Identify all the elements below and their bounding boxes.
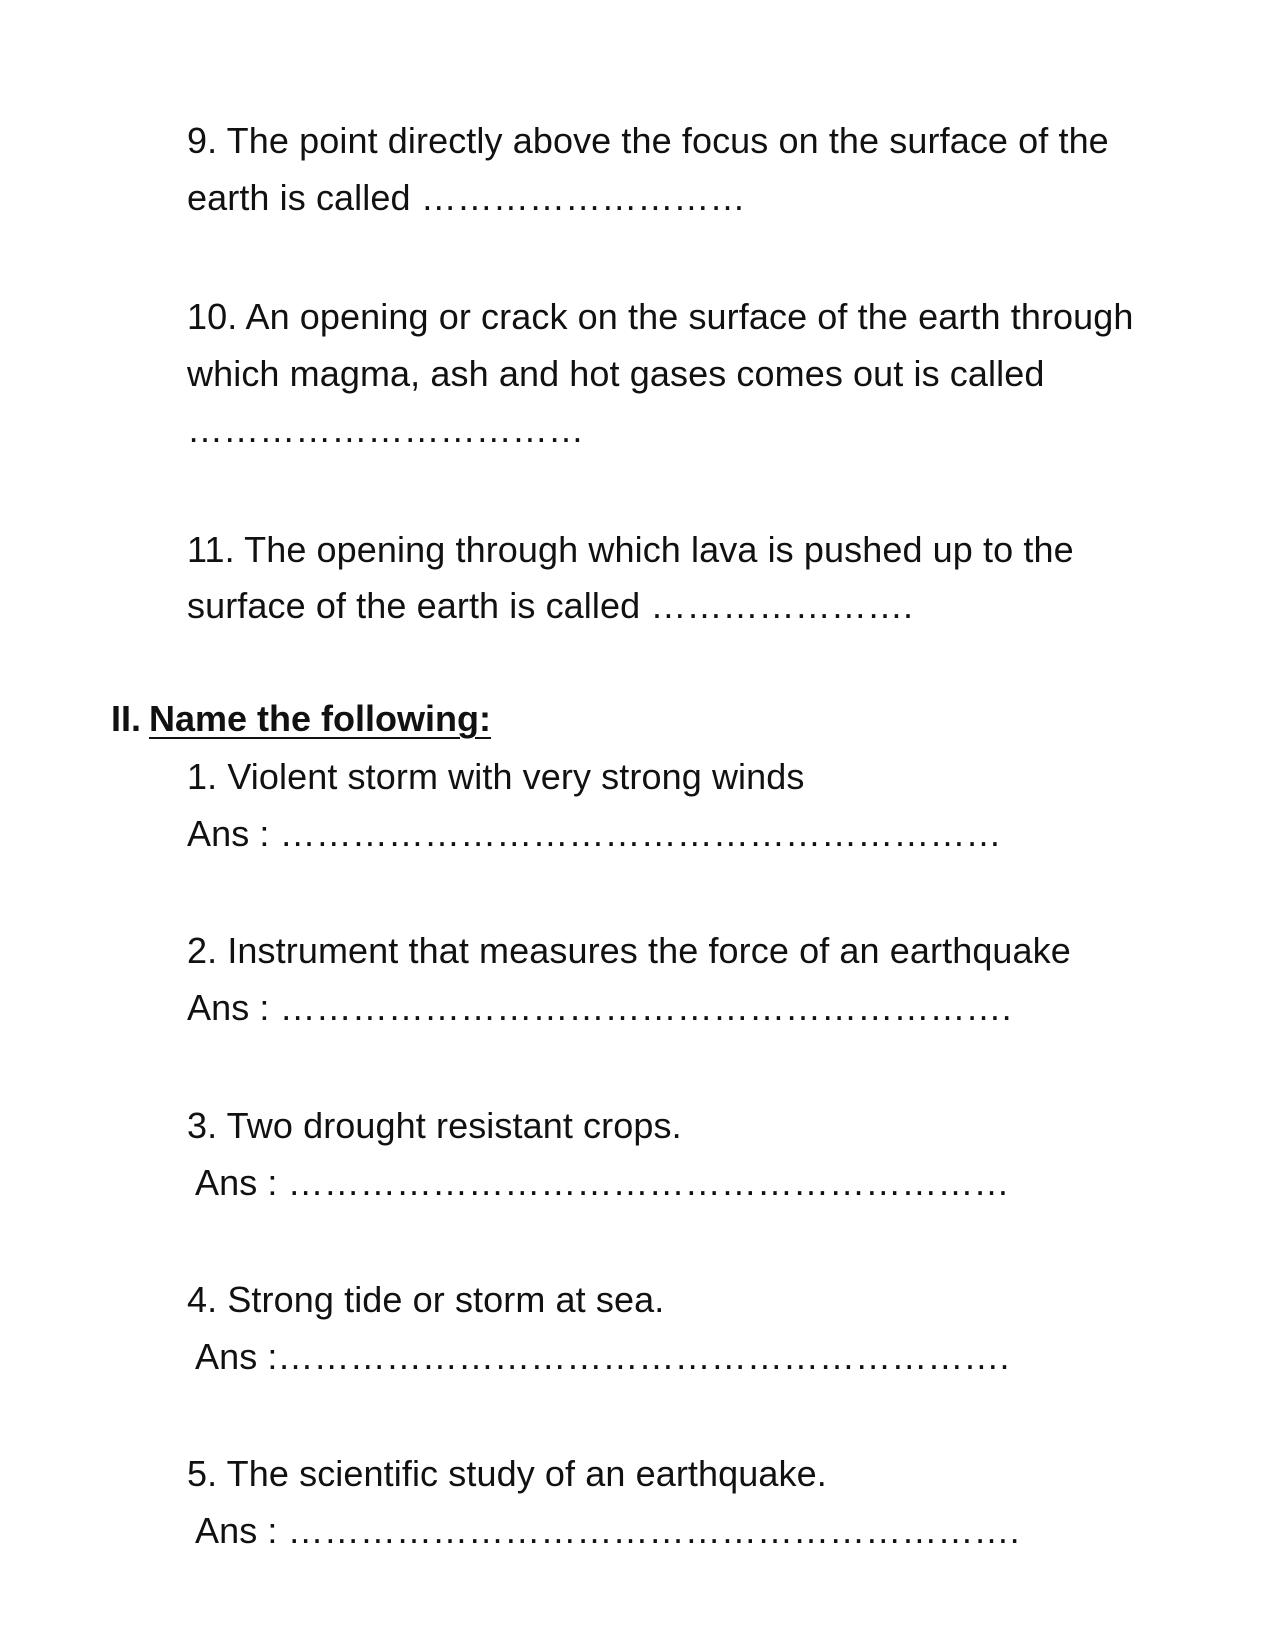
section-number: II. <box>111 698 142 739</box>
question-11-line-1: 11. The opening through which lava is pushed up to the <box>187 529 1074 570</box>
question-10-line-3: …………………………… <box>187 409 585 450</box>
item-3-question: 3. Two drought resistant crops. <box>187 1105 682 1146</box>
item-1-answer: Ans : …………………………………………………… <box>187 813 1002 854</box>
item-5-question: 5. The scientific study of an earthquake. <box>187 1453 827 1494</box>
item-3-answer: Ans : …………………………………………………… <box>195 1162 1010 1203</box>
section-heading <box>111 697 491 741</box>
item-5-answer: Ans : ……………………………………………………. <box>195 1510 1020 1551</box>
question-9-line-1: 9. The point directly above the focus on the surface of the <box>187 120 1109 161</box>
item-1-question: 1. Violent storm with very strong winds <box>187 756 805 797</box>
item-2-answer: Ans : ……………………………………………………. <box>187 987 1012 1028</box>
question-10-line-2: which magma, ash and hot gases comes out is called <box>187 353 1045 394</box>
item-4-answer: Ans :……………………………………………………. <box>195 1336 1010 1377</box>
question-11-line-2: surface of the earth is called …………………. <box>187 585 914 626</box>
item-4-question: 4. Strong tide or storm at sea. <box>187 1279 665 1320</box>
question-10-line-1: 10. An opening or crack on the surface of the earth through <box>187 296 1134 337</box>
section-title: Name the following: <box>149 698 491 739</box>
item-2-question: 2. Instrument that measures the force of an earthquake <box>187 930 1071 971</box>
question-9-line-2: earth is called ……………………… <box>187 177 746 218</box>
